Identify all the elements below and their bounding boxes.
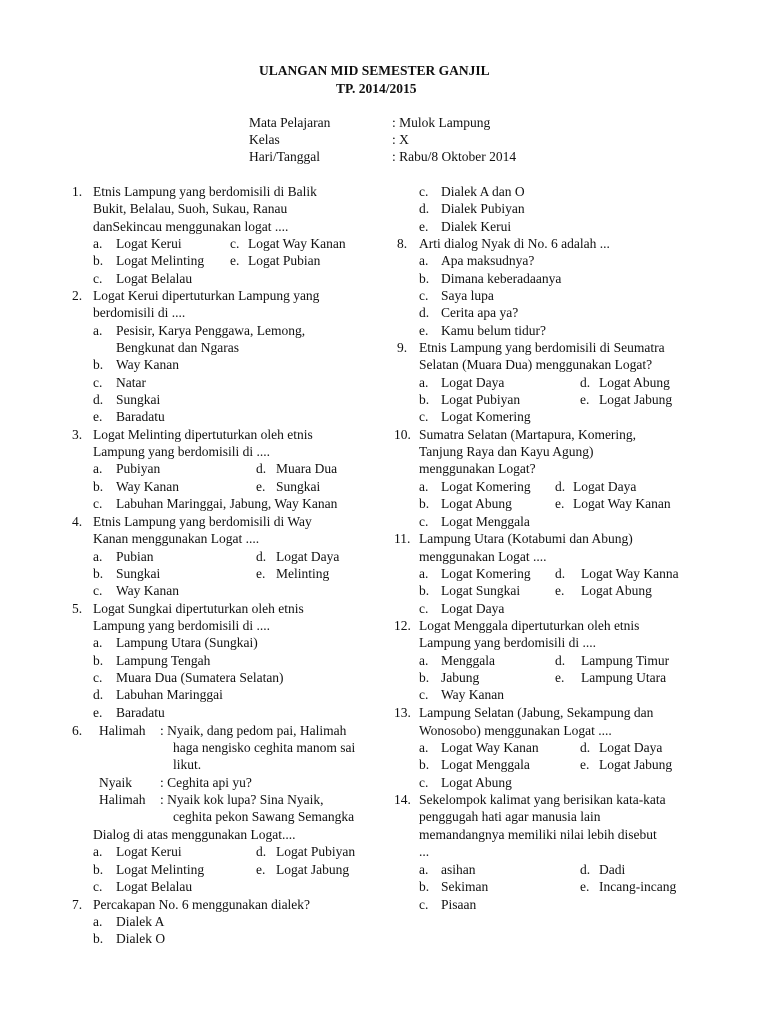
option-letter: b. [93,931,104,946]
option-text: Dialek Pubiyan [441,201,525,216]
exam-year: TP. 2014/2015 [336,81,417,96]
option-text: Kamu belum tidur? [441,323,546,338]
option-text: Logat Melinting [116,862,205,877]
option-letter: d. [580,740,591,755]
question-number: 6. [72,723,83,738]
option-letter: a. [419,862,429,877]
question-number: 10. [394,427,411,442]
option-text: Baradatu [116,705,165,720]
option-text: Logat Melinting [116,253,205,268]
option-letter: c. [419,687,429,702]
option-letter: a. [419,253,429,268]
option-text: Logat Way Kanna [581,566,679,581]
option-text: Logat Way Kanan [573,496,671,511]
option-letter: d. [256,844,267,859]
option-letter: a. [419,375,429,390]
option-letter: e. [555,670,565,685]
question-text: Dialog di atas menggunakan Logat.... [93,827,296,842]
option-text: Logat Abung [441,775,512,790]
option-letter: e. [256,862,266,877]
option-text: Logat Sungkai [441,583,521,598]
option-letter: c. [419,184,429,199]
question-text: Tanjung Raya dan Kayu Agung) [419,444,594,459]
info-label-class: Kelas [249,132,280,147]
question-number: 11. [394,531,411,546]
option-text: Logat Jabung [276,862,350,877]
question-text: Logat Menggala dipertuturkan oleh etnis [419,618,640,633]
question-number: 12. [394,618,411,633]
option-text: Logat Daya [573,479,637,494]
option-text: Cerita apa ya? [441,305,519,320]
option-letter: e. [93,409,103,424]
question-text: Logat Melinting dipertuturkan oleh etnis [93,427,313,442]
option-letter: d. [580,862,591,877]
dialog-speaker: Halimah [99,792,146,807]
question-text: Lampung yang berdomisili di .... [419,635,596,650]
option-letter: d. [555,479,566,494]
option-text: Logat Pubian [248,253,321,268]
option-text: Logat Daya [441,601,505,616]
option-letter: e. [93,705,103,720]
option-letter: e. [580,392,590,407]
option-text: Sungkai [276,479,321,494]
option-letter: e. [419,219,429,234]
option-letter: e. [230,253,240,268]
option-text: Dadi [599,862,626,877]
dialog-line: : Ceghita api yu? [160,775,252,790]
option-letter: c. [93,670,103,685]
option-letter: a. [419,566,429,581]
option-text: Melinting [276,566,330,581]
option-letter: c. [419,897,429,912]
option-text: Lampung Utara [581,670,667,685]
question-text: Selatan (Muara Dua) menggunakan Logat? [419,357,653,372]
option-letter: a. [93,236,103,251]
option-letter: e. [555,496,565,511]
option-text: Way Kanan [441,687,505,702]
option-letter: c. [230,236,240,251]
option-text: Way Kanan [116,357,180,372]
dialog-line: ceghita pekon Sawang Semangka [173,809,355,824]
option-text: Logat Komering [441,566,531,581]
option-letter: d. [256,461,267,476]
option-text: Lampung Utara (Sungkai) [116,635,258,650]
option-letter: c. [419,409,429,424]
option-letter: c. [93,583,103,598]
question-number: 7. [72,897,83,912]
question-text: Sumatra Selatan (Martapura, Komering, [419,427,637,442]
option-text: Bengkunat dan Ngaras [116,340,239,355]
question-text: menggunakan Logat? [419,461,536,476]
option-letter: a. [93,844,103,859]
option-letter: b. [419,583,430,598]
option-letter: e. [555,583,565,598]
option-text: Dimana keberadaanya [441,271,562,286]
question-text: Etnis Lampung yang berdomisili di Way [93,514,312,529]
question-text: Wonosobo) menggunakan Logat .... [419,723,612,738]
option-text: Logat Pubiyan [276,844,356,859]
option-text: Apa maksudnya? [441,253,535,268]
option-text: Way Kanan [116,479,180,494]
option-text: Logat Kerui [116,236,182,251]
question-number: 1. [72,184,83,199]
option-text: Logat Belalau [116,879,193,894]
option-text: Muara Dua (Sumatera Selatan) [116,670,284,685]
option-letter: b. [419,879,430,894]
option-text: Logat Way Kanan [248,236,346,251]
option-text: Logat Daya [599,740,663,755]
info-value-class: : X [392,132,409,147]
question-number: 4. [72,514,83,529]
option-text: Logat Pubiyan [441,392,521,407]
dialog-line: haga nengisko ceghita manom sai [173,740,356,755]
question-number: 13. [394,705,411,720]
option-text: Logat Jabung [599,392,673,407]
info-label-subject: Mata Pelajaran [249,115,331,130]
option-text: Logat Belalau [116,271,193,286]
option-text: Saya lupa [441,288,494,303]
option-text: Dialek A [116,914,165,929]
option-text: Logat Daya [276,549,340,564]
question-text: Lampung yang berdomisili di .... [93,618,270,633]
option-text: asihan [441,862,476,877]
question-text: Lampung yang berdomisili di .... [93,444,270,459]
option-letter: b. [419,757,430,772]
option-text: Dialek O [116,931,166,946]
option-text: Muara Dua [276,461,338,476]
option-letter: c. [93,375,103,390]
question-text: Logat Kerui dipertuturkan Lampung yang [93,288,320,303]
option-text: Logat Way Kanan [441,740,539,755]
option-letter: c. [93,879,103,894]
option-letter: a. [419,479,429,494]
option-text: Pesisir, Karya Penggawa, Lemong, [116,323,306,338]
option-letter: e. [580,879,590,894]
option-letter: b. [93,653,104,668]
option-text: Labuhan Maringgai, Jabung, Way Kanan [116,496,338,511]
option-letter: b. [419,670,430,685]
question-text: Arti dialog Nyak di No. 6 adalah ... [419,236,610,251]
question-text: memandangnya memiliki nilai lebih disebut [419,827,657,842]
option-letter: a. [93,323,103,338]
option-letter: c. [419,775,429,790]
option-letter: b. [93,357,104,372]
option-letter: d. [555,653,566,668]
option-letter: c. [93,496,103,511]
info-value-subject: : Mulok Lampung [392,115,491,130]
option-letter: b. [419,392,430,407]
option-text: Logat Kerui [116,844,182,859]
option-text: Dialek A dan O [441,184,525,199]
question-text: berdomisili di .... [93,305,186,320]
option-text: Logat Komering [441,479,531,494]
option-text: Baradatu [116,409,165,424]
option-text: Menggala [441,653,495,668]
question-text: Lampung Selatan (Jabung, Sekampung dan [419,705,654,720]
question-text: Percakapan No. 6 menggunakan dialek? [93,897,311,912]
option-text: Logat Abung [599,375,670,390]
question-text: danSekincau menggunakan logat .... [93,219,289,234]
option-text: Sekiman [441,879,489,894]
option-letter: b. [93,862,104,877]
question-text: menggunakan Logat .... [419,549,547,564]
option-letter: d. [93,687,104,702]
option-letter: d. [580,375,591,390]
option-text: Sungkai [116,392,161,407]
option-letter: e. [580,757,590,772]
question-number: 2. [72,288,83,303]
dialog-line: : Nyaik kok lupa? Sina Nyaik, [160,792,324,807]
question-text: Etnis Lampung yang berdomisili di Seumatra [419,340,665,355]
option-letter: c. [419,288,429,303]
option-letter: a. [93,461,103,476]
option-letter: b. [93,253,104,268]
option-letter: b. [93,479,104,494]
option-letter: e. [256,566,266,581]
option-letter: d. [419,305,430,320]
option-text: Sungkai [116,566,161,581]
option-text: Logat Jabung [599,757,673,772]
option-letter: c. [419,601,429,616]
option-text: Natar [116,375,146,390]
option-letter: a. [93,914,103,929]
option-letter: a. [93,635,103,650]
option-text: Logat Komering [441,409,531,424]
option-text: Pisaan [441,897,477,912]
dialog-speaker: Halimah [99,723,146,738]
info-label-date: Hari/Tanggal [249,149,321,164]
option-letter: c. [419,514,429,529]
option-letter: d. [256,549,267,564]
question-text: Etnis Lampung yang berdomisili di Balik [93,184,317,199]
option-text: Lampung Timur [581,653,670,668]
option-text: Pubian [116,549,154,564]
option-letter: e. [256,479,266,494]
option-text: Jabung [441,670,480,685]
option-letter: b. [419,496,430,511]
option-text: Pubiyan [116,461,161,476]
question-text: Bukit, Belalau, Suoh, Sukau, Ranau [93,201,288,216]
question-text: Logat Sungkai dipertuturkan oleh etnis [93,601,304,616]
exam-title: ULANGAN MID SEMESTER GANJIL [259,63,490,78]
option-text: Incang-incang [599,879,677,894]
question-number: 8. [397,236,408,251]
option-letter: d. [419,201,430,216]
question-text: Lampung Utara (Kotabumi dan Abung) [419,531,633,546]
question-text: penggugah hati agar manusia lain [419,809,601,824]
dialog-line: likut. [173,757,202,772]
question-text: Sekelompok kalimat yang berisikan kata-kata [419,792,666,807]
option-letter: c. [93,271,103,286]
option-text: Logat Menggala [441,514,530,529]
option-text: Lampung Tengah [116,653,211,668]
info-value-date: : Rabu/8 Oktober 2014 [392,149,517,164]
option-text: Way Kanan [116,583,180,598]
dialog-line: : Nyaik, dang pedom pai, Halimah [160,723,347,738]
option-letter: d. [555,566,566,581]
question-text: ... [419,844,430,859]
option-letter: b. [419,271,430,286]
question-text: Kanan menggunakan Logat .... [93,531,260,546]
option-text: Logat Abung [441,496,512,511]
option-text: Logat Abung [581,583,652,598]
option-text: Logat Daya [441,375,505,390]
question-number: 9. [397,340,408,355]
option-letter: e. [419,323,429,338]
option-letter: a. [93,549,103,564]
question-number: 3. [72,427,83,442]
option-text: Dialek Kerui [441,219,512,234]
option-letter: a. [419,653,429,668]
option-letter: d. [93,392,104,407]
question-number: 14. [394,792,411,807]
option-text: Labuhan Maringgai [116,687,223,702]
option-letter: b. [93,566,104,581]
dialog-speaker: Nyaik [99,775,132,790]
question-number: 5. [72,601,83,616]
option-text: Logat Menggala [441,757,530,772]
option-letter: a. [419,740,429,755]
